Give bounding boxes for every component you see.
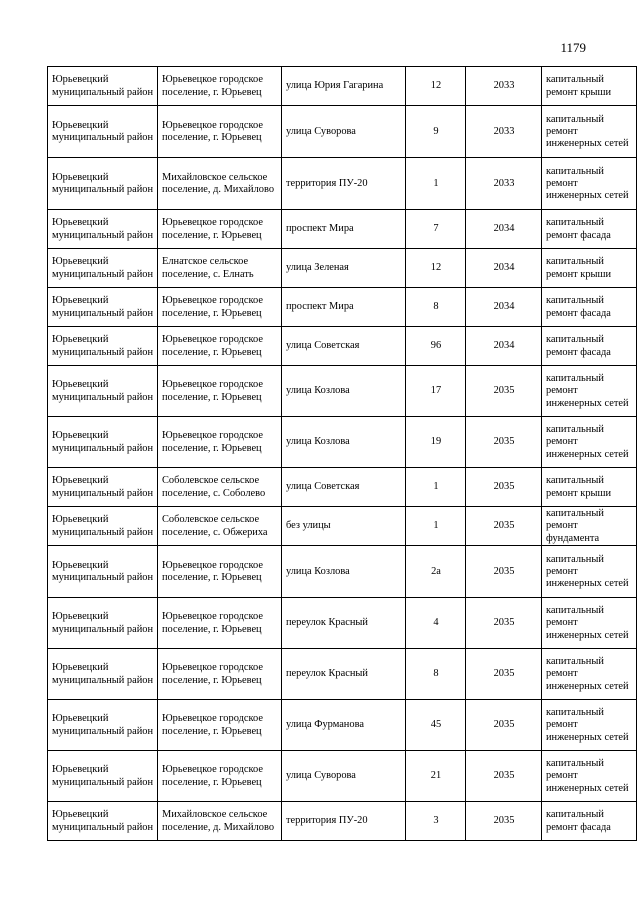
street-cell: улица Советская	[282, 327, 406, 366]
year-cell: 2035	[466, 366, 542, 417]
district-cell: Юрьевецкий муниципальный район	[48, 507, 158, 546]
house-number-cell: 12	[406, 67, 466, 106]
district-cell: Юрьевецкий муниципальный район	[48, 546, 158, 598]
year-cell: 2035	[466, 598, 542, 649]
settlement-cell: Юрьевецкое городское поселение, г. Юрьевец	[158, 210, 282, 249]
street-cell: улица Козлова	[282, 366, 406, 417]
settlement-cell: Юрьевецкое городское поселение, г. Юрьевец	[158, 327, 282, 366]
table-row	[48, 327, 637, 366]
district-cell: Юрьевецкий муниципальный район	[48, 417, 158, 468]
work-type-cell: капитальный ремонт инженерных сетей	[542, 598, 637, 649]
year-cell: 2035	[466, 546, 542, 598]
settlement-cell: Юрьевецкое городское поселение, г. Юрьевец	[158, 546, 282, 598]
settlement-cell: Юрьевецкое городское поселение, г. Юрьевец	[158, 751, 282, 802]
table-row	[48, 802, 637, 841]
street-cell: без улицы	[282, 507, 406, 546]
year-cell: 2035	[466, 802, 542, 841]
district-cell: Юрьевецкий муниципальный район	[48, 649, 158, 700]
street-cell: улица Суворова	[282, 751, 406, 802]
house-number-cell: 8	[406, 288, 466, 327]
work-type-cell: капитальный ремонт инженерных сетей	[542, 649, 637, 700]
district-cell: Юрьевецкий муниципальный район	[48, 802, 158, 841]
table-row	[48, 249, 637, 288]
work-type-cell: капитальный ремонт инженерных сетей	[542, 700, 637, 751]
settlement-cell: Юрьевецкое городское поселение, г. Юрьевец	[158, 366, 282, 417]
district-cell: Юрьевецкий муниципальный район	[48, 598, 158, 649]
house-number-cell: 1	[406, 468, 466, 507]
table-row	[48, 158, 637, 210]
work-type-cell: капитальный ремонт инженерных сетей	[542, 106, 637, 158]
street-cell: улица Зеленая	[282, 249, 406, 288]
page-number: 1179	[560, 40, 586, 55]
street-cell: улица Козлова	[282, 546, 406, 598]
district-cell: Юрьевецкий муниципальный район	[48, 106, 158, 158]
district-cell: Юрьевецкий муниципальный район	[48, 288, 158, 327]
house-number-cell: 1	[406, 507, 466, 546]
street-cell: улица Советская	[282, 468, 406, 507]
table-row	[48, 468, 637, 507]
district-cell: Юрьевецкий муниципальный район	[48, 67, 158, 106]
work-type-cell: капитальный ремонт крыши	[542, 67, 637, 106]
work-type-cell: капитальный ремонт фасада	[542, 327, 637, 366]
district-cell: Юрьевецкий муниципальный район	[48, 327, 158, 366]
house-number-cell: 7	[406, 210, 466, 249]
settlement-cell: Юрьевецкое городское поселение, г. Юрьевец	[158, 417, 282, 468]
district-cell: Юрьевецкий муниципальный район	[48, 366, 158, 417]
settlement-cell: Юрьевецкое городское поселение, г. Юрьевец	[158, 288, 282, 327]
district-cell: Юрьевецкий муниципальный район	[48, 751, 158, 802]
house-number-cell: 12	[406, 249, 466, 288]
table-row	[48, 649, 637, 700]
house-number-cell: 4	[406, 598, 466, 649]
district-cell: Юрьевецкий муниципальный район	[48, 700, 158, 751]
street-cell: проспект Мира	[282, 288, 406, 327]
street-cell: территория ПУ-20	[282, 802, 406, 841]
year-cell: 2035	[466, 700, 542, 751]
year-cell: 2033	[466, 67, 542, 106]
work-type-cell: капитальный ремонт инженерных сетей	[542, 751, 637, 802]
house-number-cell: 2а	[406, 546, 466, 598]
house-number-cell: 21	[406, 751, 466, 802]
year-cell: 2033	[466, 158, 542, 210]
street-cell: улица Юрия Гагарина	[282, 67, 406, 106]
settlement-cell: Соболевское сельское поселение, с. Соболево	[158, 468, 282, 507]
work-type-cell: капитальный ремонт инженерных сетей	[542, 546, 637, 598]
table-row	[48, 366, 637, 417]
work-type-cell: капитальный ремонт инженерных сетей	[542, 158, 637, 210]
district-cell: Юрьевецкий муниципальный район	[48, 249, 158, 288]
district-cell: Юрьевецкий муниципальный район	[48, 468, 158, 507]
settlement-cell: Юрьевецкое городское поселение, г. Юрьевец	[158, 67, 282, 106]
work-type-cell: капитальный ремонт фасада	[542, 210, 637, 249]
settlement-cell: Юрьевецкое городское поселение, г. Юрьевец	[158, 649, 282, 700]
house-number-cell: 19	[406, 417, 466, 468]
settlement-cell: Юрьевецкое городское поселение, г. Юрьевец	[158, 700, 282, 751]
year-cell: 2034	[466, 249, 542, 288]
year-cell: 2035	[466, 751, 542, 802]
street-cell: переулок Красный	[282, 598, 406, 649]
table-row	[48, 106, 637, 158]
table-row	[48, 546, 637, 598]
table-row	[48, 598, 637, 649]
settlement-cell: Михайловское сельское поселение, д. Михайлово	[158, 802, 282, 841]
house-number-cell: 96	[406, 327, 466, 366]
district-cell: Юрьевецкий муниципальный район	[48, 158, 158, 210]
year-cell: 2035	[466, 417, 542, 468]
year-cell: 2035	[466, 468, 542, 507]
street-cell: улица Суворова	[282, 106, 406, 158]
table-row	[48, 700, 637, 751]
table-row	[48, 210, 637, 249]
work-type-cell: капитальный ремонт фасада	[542, 288, 637, 327]
work-type-cell: капитальный ремонт инженерных сетей	[542, 366, 637, 417]
table-row	[48, 751, 637, 802]
work-type-cell: капитальный ремонт фасада	[542, 802, 637, 841]
street-cell: улица Фурманова	[282, 700, 406, 751]
table-row	[48, 288, 637, 327]
settlement-cell: Соболевское сельское поселение, с. Обжериха	[158, 507, 282, 546]
year-cell: 2034	[466, 210, 542, 249]
house-number-cell: 17	[406, 366, 466, 417]
settlement-cell: Юрьевецкое городское поселение, г. Юрьевец	[158, 598, 282, 649]
work-type-cell: капитальный ремонт крыши	[542, 249, 637, 288]
street-cell: территория ПУ-20	[282, 158, 406, 210]
work-type-cell: капитальный ремонт инженерных сетей	[542, 417, 637, 468]
street-cell: улица Козлова	[282, 417, 406, 468]
year-cell: 2035	[466, 649, 542, 700]
house-number-cell: 9	[406, 106, 466, 158]
house-number-cell: 3	[406, 802, 466, 841]
year-cell: 2034	[466, 288, 542, 327]
table-row	[48, 507, 637, 546]
settlement-cell: Елнатское сельское поселение, с. Елнать	[158, 249, 282, 288]
house-number-cell: 45	[406, 700, 466, 751]
settlement-cell: Михайловское сельское поселение, д. Михайлово	[158, 158, 282, 210]
house-number-cell: 1	[406, 158, 466, 210]
district-cell: Юрьевецкий муниципальный район	[48, 210, 158, 249]
table-row	[48, 417, 637, 468]
house-number-cell: 8	[406, 649, 466, 700]
work-type-cell: капитальный ремонт фундамента	[542, 507, 637, 546]
building-repair-table	[47, 66, 637, 841]
street-cell: переулок Красный	[282, 649, 406, 700]
settlement-cell: Юрьевецкое городское поселение, г. Юрьевец	[158, 106, 282, 158]
table-row	[48, 67, 637, 106]
work-type-cell: капитальный ремонт крыши	[542, 468, 637, 507]
year-cell: 2033	[466, 106, 542, 158]
year-cell: 2035	[466, 507, 542, 546]
year-cell: 2034	[466, 327, 542, 366]
street-cell: проспект Мира	[282, 210, 406, 249]
